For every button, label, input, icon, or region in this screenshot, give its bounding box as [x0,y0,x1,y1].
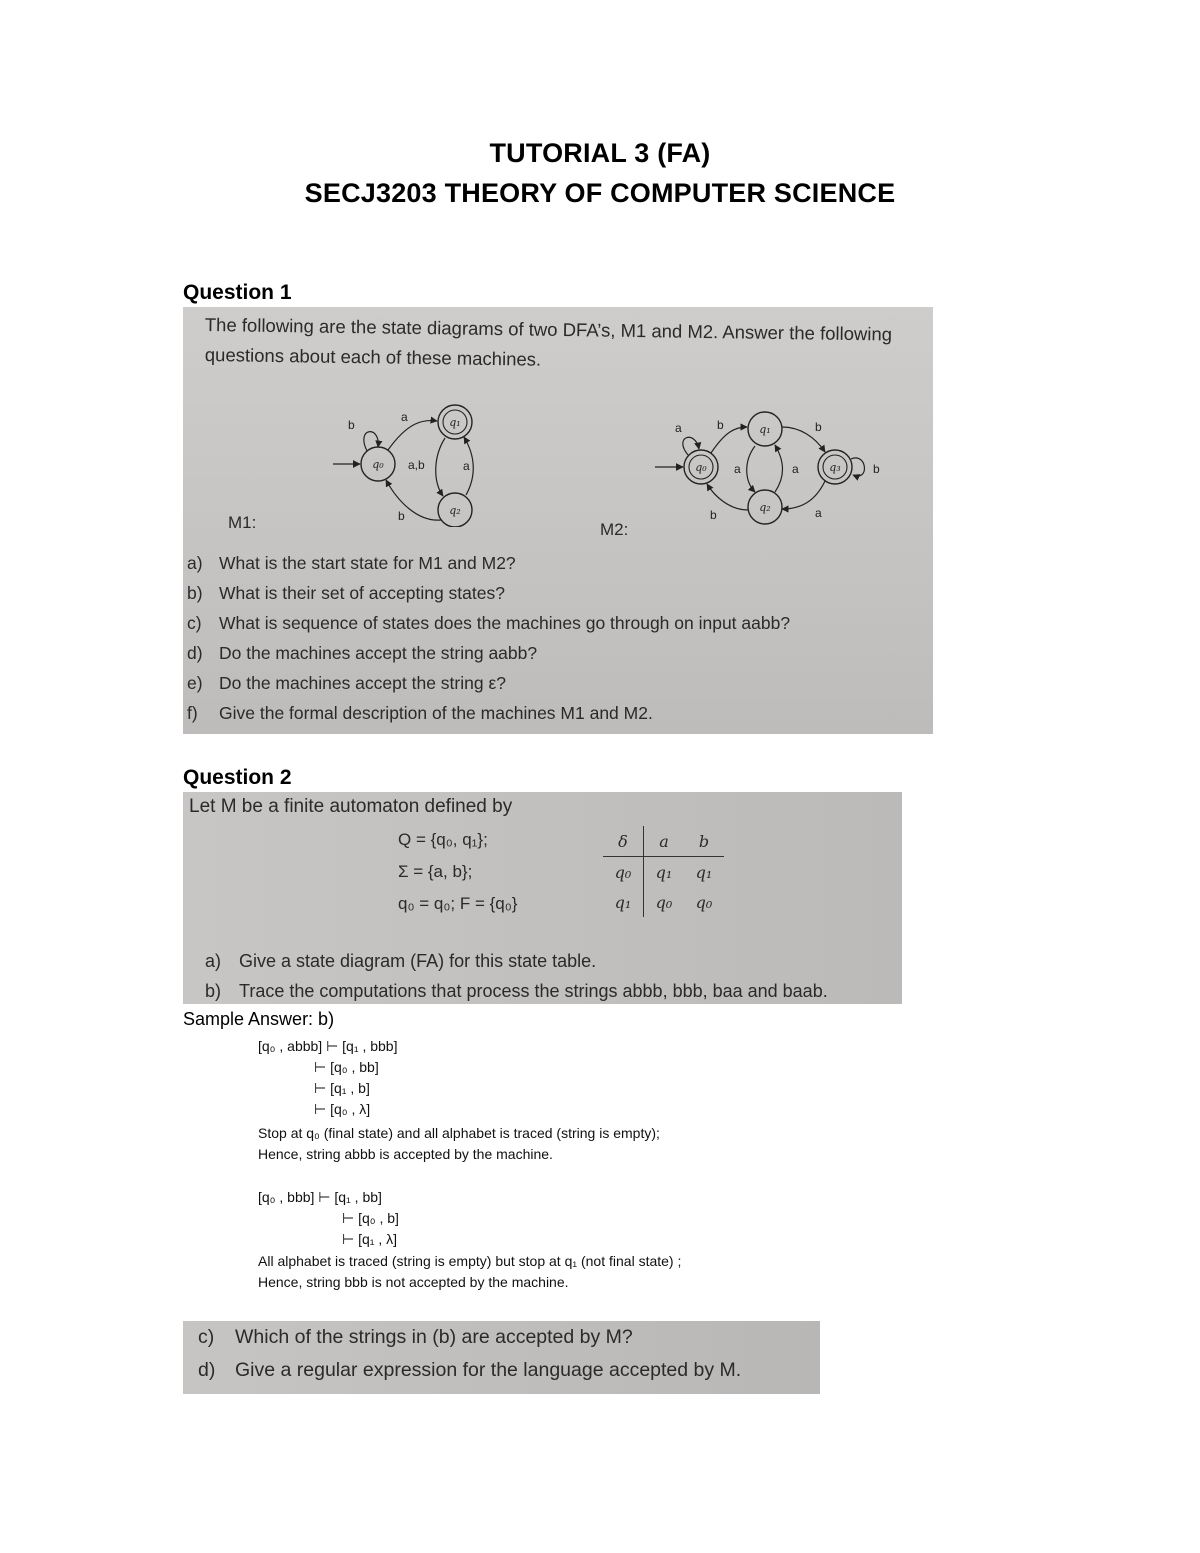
question-2-extra-box [183,1321,820,1394]
table-row [603,857,724,888]
trace-2-note-1: All alphabet is traced (string is empty) but stop at q₁ (not final state) ; [258,1253,682,1269]
q2-intro: Let M be a finite automaton defined by [189,796,513,817]
m2-state-q1: q₁ [759,423,771,436]
m2-state-q2: q₂ [759,501,771,514]
q1-item-d: d) Do the machines accept the string aabb? [187,643,538,663]
trace-1-step: ⊢ [q₀ , bb] [314,1059,379,1075]
q2-item-a: a) Give a state diagram (FA) for this state table. [205,951,597,971]
m1-label: M1: [228,513,257,532]
m1-label-a2: a [463,459,470,473]
sample-answer-heading: Sample Answer: b) [183,1009,335,1029]
trace-2-first: [q₀ , bbb] ⊢ [q₁ , bb] [258,1189,382,1205]
m1-state-diagram [333,397,513,527]
m2-state-q3: q₃ [829,461,841,474]
table-header-delta: δ [603,826,644,857]
q1-intro-line-1: The following are the state diagrams of two DFA’s, M1 and M2. Answer the following [204,314,893,345]
trace-2-step: ⊢ [q₁ , λ] [342,1231,398,1247]
m2-state-diagram [655,407,895,527]
trace-1-note-1: Stop at q₀ (final state) and all alphabet is traced (string is empty); [258,1125,660,1141]
q1-item-c: c) What is sequence of states does the machines go through on input aabb? [187,613,791,633]
table-row [603,887,724,917]
table-cell: q₁ [695,862,713,882]
m2-label-b2: b [815,420,822,434]
m1-state-q1: q₁ [449,416,461,429]
m2-label-b3: b [710,508,717,522]
m1-state-q0: q₀ [372,458,384,471]
table-cell: q₀ [655,892,673,912]
m1-label-b-loop: b [348,418,355,432]
transition-table [603,826,724,917]
m2-state-q0: q₀ [695,461,707,474]
q2-def-start-final: q₀ = q₀; F = {q₀} [398,894,518,913]
m2-label-a-loop: a [675,421,682,435]
q1-item-b: b) What is their set of accepting states? [187,583,505,603]
question-2-box [183,792,902,1004]
table-cell: q₁ [603,887,644,917]
table-header-a: a [644,826,685,857]
table-header-b: b [684,826,724,857]
m1-label-a: a [401,410,408,424]
m2-label-b: b [717,418,724,432]
question-1-box [183,307,933,734]
m2-label: M2: [600,520,629,539]
table-cell: q₀ [603,857,644,888]
question-2-heading: Question 2 [183,766,292,789]
m2-label-a: a [734,462,741,476]
trace-2-step: ⊢ [q₀ , b] [342,1210,399,1226]
q2-item-b: b) Trace the computations that process the strings abbb, bbb, baa and baab. [205,981,828,1001]
trace-1-step: ⊢ [q₁ , b] [314,1080,370,1096]
q2-def-alphabet: Σ = {a, b}; [398,862,473,881]
trace-2-note-2: Hence, string bbb is not accepted by the machine. [258,1274,569,1290]
q1-item-f: f) Give the formal description of the machines M1 and M2. [187,703,653,723]
q2-item-c: c) Which of the strings in (b) are accepted by M? [198,1326,633,1348]
q2-item-d: d) Give a regular expression for the language accepted by M. [198,1359,742,1381]
question-1-heading: Question 1 [183,281,292,304]
q1-intro-line-2: questions about each of these machines. [204,344,542,370]
trace-1-note-2: Hence, string abbb is accepted by the machine. [258,1146,553,1162]
m2-label-b-loop: b [873,462,880,476]
m1-label-ab: a,b [408,458,425,472]
m2-label-a2: a [792,462,799,476]
table-cell: q₁ [655,862,673,882]
transition-table-header [603,826,724,857]
m1-label-b: b [398,509,405,523]
q2-def-states: Q = {q₀, q₁}; [398,830,488,849]
q1-item-a: a) What is the start state for M1 and M2? [187,553,516,573]
page-title: TUTORIAL 3 (FA) [489,138,711,168]
trace-1-step: ⊢ [q₀ , λ] [314,1101,371,1117]
q1-item-e: e) Do the machines accept the string ε? [187,673,506,693]
course-title: SECJ3203 THEORY OF COMPUTER SCIENCE [304,178,896,208]
table-cell: q₀ [695,892,713,912]
m2-label-a3: a [815,506,822,520]
m1-state-q2: q₂ [449,504,461,517]
trace-1-first: [q₀ , abbb] ⊢ [q₁ , bbb] [258,1038,398,1054]
